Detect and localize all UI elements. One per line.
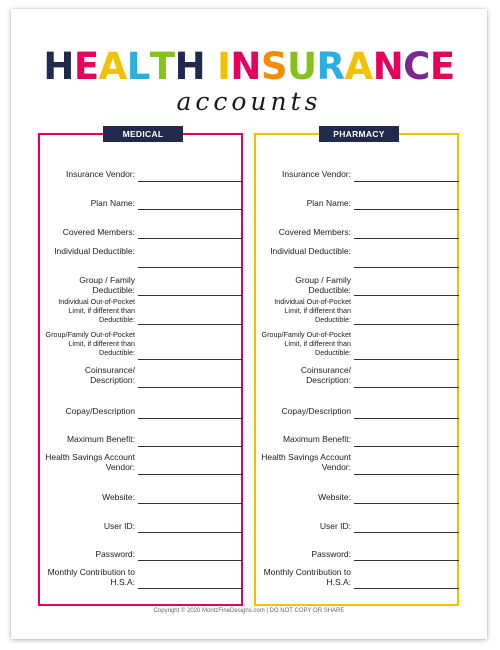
title-letter: A [344,45,373,88]
medical-field-write-line [138,560,243,561]
pharmacy-field-label: Coinsurance/ Description: [300,365,351,385]
pharmacy-field-write-line [354,418,459,419]
pharmacy-field-label: Website: [318,492,351,502]
medical-field-label: Maximum Benefit: [66,434,135,444]
pharmacy-field-label: Health Savings Account Vendor: [261,452,351,472]
medical-field-write-line [138,532,243,533]
page-title [11,45,487,89]
medical-field-label: Password: [95,549,135,559]
pharmacy-field-label: User ID: [319,521,351,531]
pharmacy-field-write-line [354,446,459,447]
copyright-footer: Copyright © 2020 MoritzFineDesigns.com | DO NOT COPY OR SHARE [153,608,345,614]
pharmacy-field-label: Maximum Benefit: [282,434,351,444]
medical-field-label: Coinsurance/ Description: [84,365,135,385]
title-letter: U [287,45,317,88]
medical-field-write-line [138,267,243,268]
pharmacy-field-write-line [354,324,459,325]
pharmacy-field-label: Group / Family Deductible: [295,275,351,295]
title-letter: N [372,45,404,88]
title-letter: E [73,45,99,88]
medical-field-label: Individual Out-of-Pocket Limit, if different than Deductible: [58,297,135,324]
title-letter: L [126,45,150,88]
medical-field-write-line [138,324,243,325]
pharmacy-field-write-line [354,588,459,589]
title-letter: S [260,45,287,88]
medical-field-label: Individual Deductible: [54,246,135,256]
medical-field-label: Group / Family Deductible: [79,275,135,295]
medical-field-write-line [138,418,243,419]
medical-field-write-line [138,387,243,388]
medical-field-write-line [138,295,243,296]
pharmacy-field-write-line [354,359,459,360]
medical-field-write-line [138,238,243,239]
pharmacy-field-label: Password: [311,549,351,559]
pharmacy-heading: PHARMACY [319,126,399,142]
pharmacy-field-label: Group/Family Out-of-Pocket Limit, if different than Deductible: [261,330,351,357]
medical-field-write-line [138,359,243,360]
medical-field-write-line [138,474,243,475]
pharmacy-field-label: Individual Deductible: [270,246,351,256]
medical-field-label: Copay/Description [65,406,135,416]
medical-field-label: Insurance Vendor: [66,169,135,179]
pharmacy-field-label: Plan Name: [306,198,351,208]
medical-panel [38,129,243,606]
title-letter: R [316,45,345,88]
pharmacy-field-write-line [354,387,459,388]
medical-field-write-line [138,588,243,589]
page-subtitle: accounts [176,87,322,116]
pharmacy-panel [254,129,459,606]
pharmacy-field-write-line [354,209,459,210]
medical-field-label: Website: [102,492,135,502]
title-letter: H [174,45,206,88]
medical-field-label: Covered Members: [62,227,135,237]
title-letter: T [149,45,175,88]
medical-field-write-line [138,446,243,447]
pharmacy-field-write-line [354,503,459,504]
medical-field-write-line [138,209,243,210]
medical-field-label: Plan Name: [90,198,135,208]
title-letter: C [403,45,430,88]
pharmacy-field-label: Insurance Vendor: [282,169,351,179]
medical-field-write-line [138,503,243,504]
pharmacy-field-write-line [354,295,459,296]
pharmacy-field-label: Copay/Description [281,406,351,416]
title-letter: H [43,45,74,88]
medical-field-label: Monthly Contribution to H.S.A: [47,567,135,587]
medical-field-write-line [138,181,243,182]
pharmacy-field-write-line [354,560,459,561]
medical-field-label: Group/Family Out-of-Pocket Limit, if different than Deductible: [45,330,135,357]
title-letter: A [98,45,127,88]
pharmacy-field-label: Monthly Contribution to H.S.A: [263,567,351,587]
pharmacy-field-label: Covered Members: [278,227,351,237]
title-letter: I [217,45,231,88]
pharmacy-field-label: Individual Out-of-Pocket Limit, if different than Deductible: [274,297,351,324]
title-letter: N [230,45,261,88]
printable-sheet [11,9,487,639]
pharmacy-field-write-line [354,532,459,533]
medical-heading: MEDICAL [103,126,183,142]
pharmacy-field-write-line [354,267,459,268]
pharmacy-field-write-line [354,474,459,475]
title-letter: E [429,45,455,88]
pharmacy-field-write-line [354,181,459,182]
pharmacy-field-write-line [354,238,459,239]
medical-field-label: User ID: [103,521,135,531]
medical-field-label: Health Savings Account Vendor: [45,452,135,472]
